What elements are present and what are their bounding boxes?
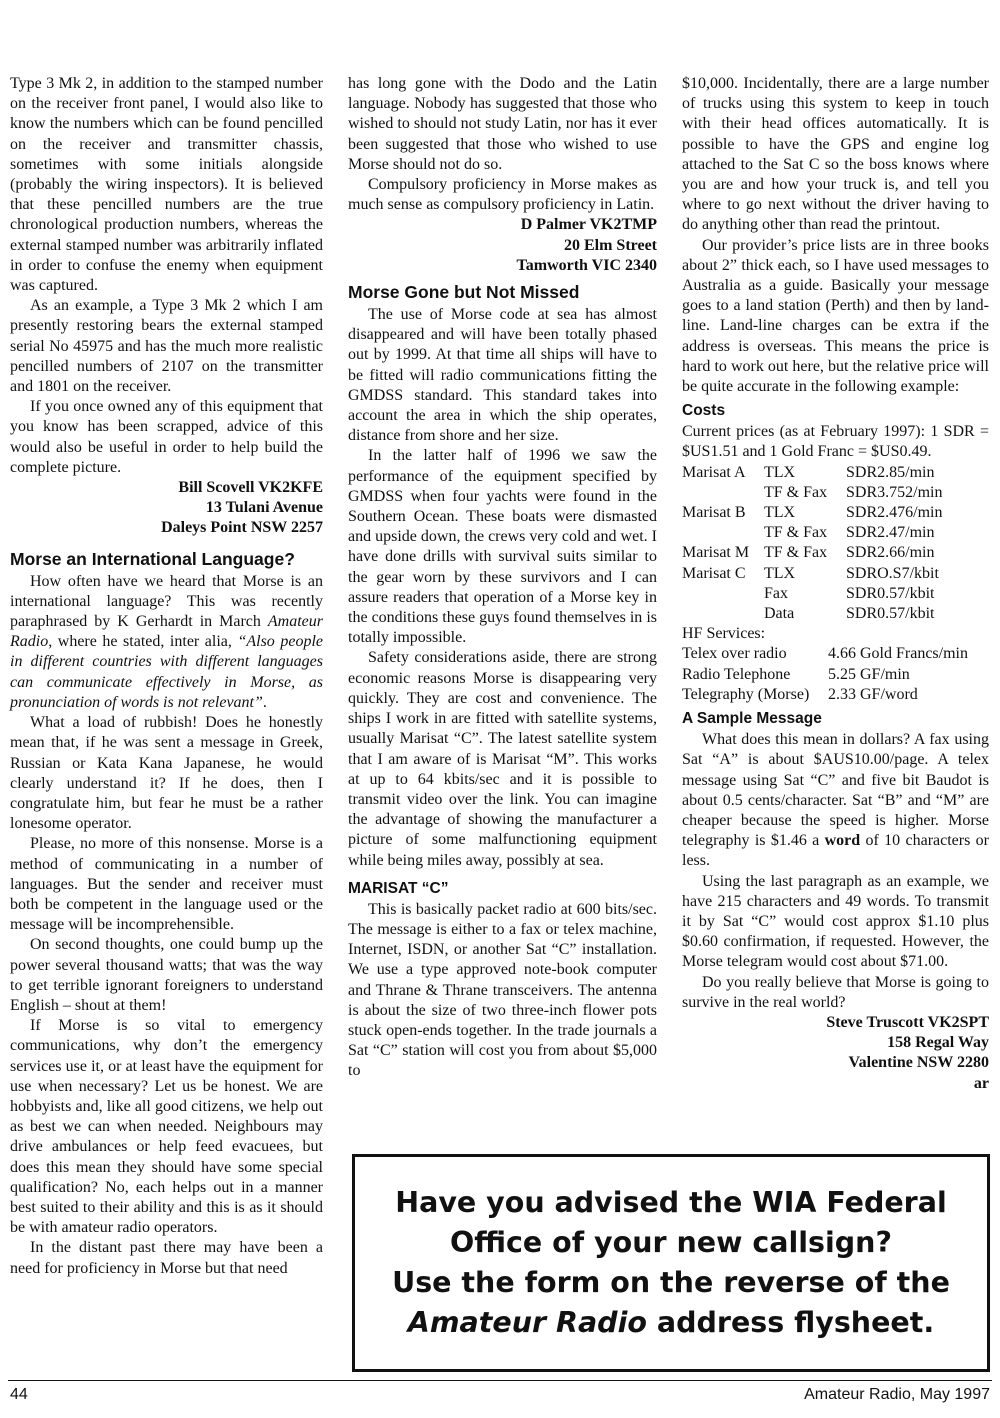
magazine-title: Amateur Radio <box>407 1306 647 1339</box>
price-table <box>682 463 989 625</box>
hf-service: Telegraphy (Morse) <box>682 685 810 703</box>
price-cell-svc: TLX <box>764 504 796 522</box>
hf-title: HF Services: <box>682 625 766 643</box>
section-heading: Morse Gone but Not Missed <box>348 282 580 303</box>
price-cell-sys <box>682 604 764 624</box>
paragraph: What does this mean in dollars? A fax using Sat “A” is about $AUS10.00/page. A telex message using Sat “C” and five bit Baudot is about 0.5 cents/character. Sat “B” and “M” are cheaper because the speed is higher. Morse telegraphy is $1.46 a word of 10 characters or less. <box>682 731 989 870</box>
paragraph: Do you really believe that Morse is going to survive in the real world? <box>682 973 989 1011</box>
price-cell-rate: SDR2.66/min <box>846 544 935 562</box>
price-cell-sys: Marisat B <box>682 504 746 522</box>
paragraph: Please, no more of this nonsense. Morse is a method of communicating in a number of languages. But the sender and receiver must both be competent in the language used or the message will be incomprehensible. <box>10 835 323 934</box>
hf-row <box>682 644 989 664</box>
hf-rate: 5.25 GF/min <box>828 665 910 683</box>
paragraph: Using the last paragraph as an example, we have 215 characters and 49 words. To transmit it by Sat “C” would cost approx $1.10 plus $0.60 confirmation, if requested. However, the Morse telegram would cost about $71.00. <box>682 872 989 971</box>
price-cell-rate: SDR0.57/kbit <box>846 605 935 623</box>
paragraph: On second thoughts, one could bump up the power several thousand watts; that was the way to get terrible ignorant foreigners to understand English – shout at them! <box>10 936 323 1014</box>
paragraph: What a load of rubbish! Does he honestly mean that, if he was sent a message in Greek, Russian or Kata Kana Japanese, he would clearly understand it? If he does, then I congratulate him, but fear he must be a rather lonesome operator. <box>10 714 323 833</box>
hf-row <box>682 665 989 685</box>
hf-service: Radio Telephone <box>682 665 791 683</box>
price-row <box>682 543 989 563</box>
paragraph: Type 3 Mk 2, in addition to the stamped number on the receiver front panel, I would also like to know the numbers which can be found pencilled on the receiver and transmitter chassis, sometimes with some initials alongside (probably the wiring inspectors). It is believed that these pencilled numbers are the true chronological production numbers, whereas the external stamped number was arbitrarily inflated in order to confuse the enemy when equipment was captured. <box>10 75 323 295</box>
price-cell-svc: Fax <box>764 584 788 602</box>
end-mark: ar <box>973 1074 989 1092</box>
paragraph: If you once owned any of this equipment that you know has been scrapped, advice of this would also be useful in order to help build the complete picture. <box>10 398 323 476</box>
signature-name: Bill Scovell VK2KFE <box>178 479 323 497</box>
price-cell-svc: TLX <box>764 463 796 481</box>
paragraph: In the latter half of 1996 we saw the performance of the equipment specified by GMDSS when four yachts were found in the Southern Ocean. These boats were dismasted and upside down, the crews very cold and wet. I have done drills with survival suits similar to the gear worn by these survivors and I can assure readers that operation of a Morse key in the conditions these guys found themselves in is totally impossible. <box>348 447 657 647</box>
price-cell-sys: Marisat M <box>682 544 750 562</box>
footer-rule <box>8 1380 992 1381</box>
paragraph: This is basically packet radio at 600 bits/sec. The message is either to a fax or telex machine, Internet, ISDN, or another Sat “C” installation. We use a type approved note-book computer and Thrane & Thrane transceivers. The antenna is about the size of two three-inch flower pots stuck open-ends together. In the trade journals a Sat “C” station will cost you from about $5,000 to <box>348 900 657 1080</box>
price-cell-svc: TF & Fax <box>764 544 828 562</box>
section-heading: Morse an International Language? <box>10 548 295 569</box>
price-cell-svc: TLX <box>764 564 796 582</box>
notice-line: Have you advised the WIA Federal <box>395 1186 947 1219</box>
price-cell-sys: Marisat A <box>682 463 746 481</box>
price-cell-svc: TF & Fax <box>764 483 828 501</box>
subsection-heading: MARISAT “C” <box>348 879 449 897</box>
price-cell-rate: SDR2.47/min <box>846 524 935 542</box>
paragraph: Current prices (as at February 1997): 1 SDR = $US1.51 and 1 Gold Franc = $US0.49. <box>682 423 989 461</box>
notice-line: Amateur Radio address flysheet. <box>407 1306 935 1339</box>
price-row <box>682 463 989 483</box>
price-row <box>682 523 989 543</box>
hf-service: Telex over radio <box>682 645 787 663</box>
paragraph: $10,000. Incidentally, there are a large number of trucks using this system to keep in touch with their head offices automatically. It is possible to have the GPS and engine log attached to the Sat C so the boss knows where you are and how your truck is, and tell you where to go next without the driver having to do anything other than read the printout. <box>682 75 989 234</box>
signature-street: 158 Regal Way <box>887 1034 989 1052</box>
emphasis-word: word <box>824 832 861 850</box>
paragraph: In the distant past there may have been a need for proficiency in Morse but that need <box>10 1239 323 1277</box>
issue-label: Amateur Radio, May 1997 <box>804 1386 990 1403</box>
notice-box <box>352 1154 990 1372</box>
paragraph: The use of Morse code at sea has almost disappeared and will have been totally phased out by 1999. At that time all ships will have to be fitted will radio communications fitting the GMDSS standard. This standard takes into account the area in which the ship operates, distance from shore and her size. <box>348 306 657 445</box>
notice-line: Use the form on the reverse of the <box>392 1266 950 1299</box>
price-row <box>682 604 989 624</box>
paragraph: As an example, a Type 3 Mk 2 which I am presently restoring bears the external stamped serial No 45975 and has the much more realistic pencilled numbers of 2107 on the transmitter and 1801 on the receiver. <box>10 297 323 396</box>
signature-town: Tamworth VIC 2340 <box>516 256 657 274</box>
price-cell-sys <box>682 523 764 543</box>
column-1 <box>10 74 323 1279</box>
price-row <box>682 503 989 523</box>
letter-signature <box>682 1013 989 1094</box>
paragraph: Compulsory proficiency in Morse makes as much sense as compulsory proficiency in Latin. <box>348 176 657 214</box>
paragraph: Safety considerations aside, there are strong economic reasons Morse is disappearing very quickly. They are cost and convenience. The ships I work in are fitted with satellite systems, usually Marisat “C”. The latest satellite system that I am aware of is Marisat “M”. This works at up to 64 kbits/sec and it is possible to transmit video over the link. You can imagine the advantage of showing the manufacturer a picture of some malfunctioning equipment while being miles away, possibly at sea. <box>348 649 657 869</box>
paragraph: Our provider’s price lists are in three books about 2” thick each, so I have used messages to Australia as a guide. Basically your message goes to a land station (Perth) and then by land-line. Land-line charges can be extra if the address is overseas. This means the price is hard to work out here, but the relative price will be quite accurate in the following example: <box>682 236 989 396</box>
hf-row <box>682 685 989 705</box>
signature-name: D Palmer VK2TMP <box>520 216 657 234</box>
subsection-heading: A Sample Message <box>682 710 822 728</box>
hf-services <box>682 624 989 705</box>
price-cell-rate: SDRO.S7/kbit <box>846 564 939 582</box>
signature-town: Daleys Point NSW 2257 <box>161 519 323 537</box>
signature-street: 13 Tulani Avenue <box>205 499 323 517</box>
signature-town: Valentine NSW 2280 <box>848 1054 989 1072</box>
subsection-heading: Costs <box>682 402 726 420</box>
letter-signature <box>10 478 323 539</box>
price-cell-sys <box>682 584 764 604</box>
paragraph: How often have we heard that Morse is an international language? This was recently paraphrased by K Gerhardt in March Amateur Radio, where he stated, inter alia, “Also people in different countries with different languages can communicate effectively in Morse, as pronunciation of words is not relevant”. <box>10 572 323 711</box>
signature-name: Steve Truscott VK2SPT <box>826 1013 989 1031</box>
magazine-title: Amateur Radio <box>10 613 323 651</box>
price-cell-rate: SDR2.85/min <box>846 463 935 481</box>
column-3 <box>682 74 989 1094</box>
letter-signature <box>348 215 657 276</box>
paragraph: If Morse is so vital to emergency communications, why don’t the emergency services use it, or at least have the equipment for use when necessary? Let us be honest. We are hobbyists and, like all good citizens, we help out as best we can when needed. Neighbours may drive ambulances or help feed evacuees, but does this mean they should have some special qualification? No, each helps out in a manner best suited to their ability and this is as it should be with amateur radio operators. <box>10 1017 323 1237</box>
price-row <box>682 483 989 503</box>
price-cell-sys: Marisat C <box>682 564 746 582</box>
paragraph: has long gone with the Dodo and the Latin language. Nobody has suggested that those who wished to should not study Latin, nor has it ever been suggested that those who wished to use Morse should not do so. <box>348 75 657 173</box>
price-cell-rate: SDR0.57/kbit <box>846 584 935 602</box>
hf-rate: 4.66 Gold Francs/min <box>828 645 968 663</box>
price-cell-svc: Data <box>764 605 795 623</box>
price-cell-rate: SDR2.476/min <box>846 504 943 522</box>
price-cell-rate: SDR3.752/min <box>846 483 943 501</box>
price-cell-sys <box>682 483 764 503</box>
quotation: “Also people in different countries with different languages can communicate effectively in Morse, as pronunciation of words is not relevant” <box>10 633 323 711</box>
column-2 <box>348 74 657 1082</box>
hf-rate: 2.33 GF/word <box>828 685 918 703</box>
signature-street: 20 Elm Street <box>563 236 657 254</box>
notice-line: Office of your new callsign? <box>450 1226 892 1259</box>
price-row <box>682 564 989 584</box>
page-number: 44 <box>10 1386 28 1403</box>
price-row <box>682 584 989 604</box>
price-cell-svc: TF & Fax <box>764 524 828 542</box>
